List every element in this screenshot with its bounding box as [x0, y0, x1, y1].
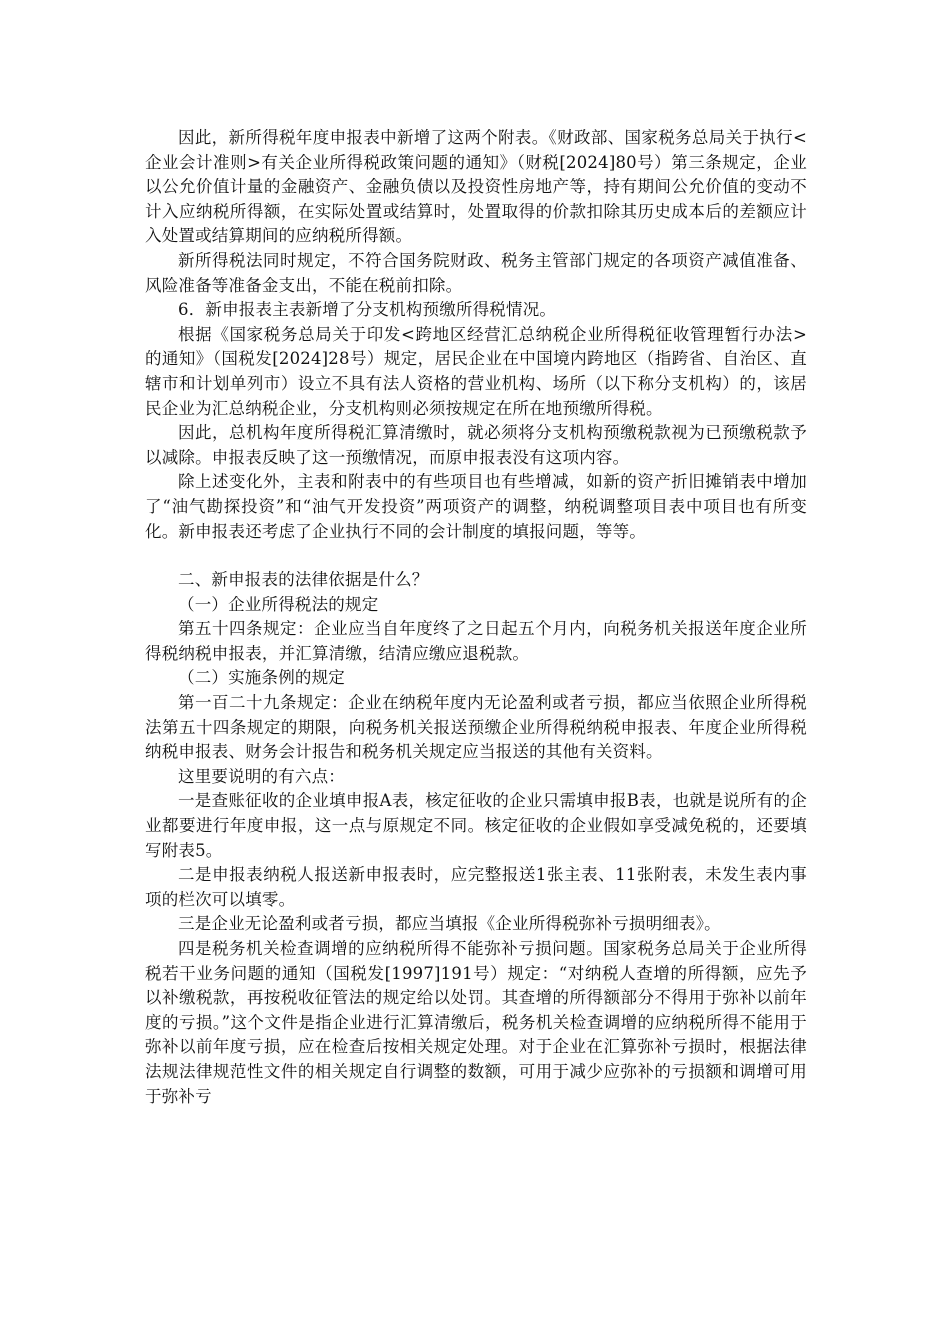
document-body	[145, 126, 807, 1109]
paragraph-item-6-heading: 6．新申报表主表新增了分支机构预缴所得税情况。	[178, 300, 557, 320]
paragraph-reserve-deduction: 新所得税法同时规定，不符合国务院财政、税务主管部门规定的各项资产减值准备、风险准备等准备金支出，不能在税前扣除。	[145, 250, 807, 295]
paragraph-point-1: 一是查账征收的企业填申报A表，核定征收的企业只需填申报B表，也就是说所有的企业都要进行年度申报，这一点与原规定不同。核定征收的企业假如享受减免税的，还要填写附表5。	[145, 791, 807, 860]
paragraph-article-54: 第五十四条规定：企业应当自年度终了之日起五个月内，向税务机关报送年度企业所得税纳税申报表，并汇算清缴，结清应缴应退税款。	[145, 619, 807, 663]
paragraph-other-changes: 除上述变化外，主表和附表中的有些项目也有些增减，如新的资产折旧摊销表中增加了“油气勘探投资”和“油气开发投资”两项资产的调整，纳税调整项目表中项目也有所变化。新申报表还考虑了企业执行不同的会计制度的填报问题，等等。	[145, 472, 807, 541]
subsection-heading-implementation-rules: （二）实施条例的规定	[178, 668, 345, 688]
paragraph-new-schedules: 因此，新所得税年度申报表中新增了这两个附表。《财政部、国家税务总局关于执行<企业会计准则>有关企业所得税政策问题的通知》（财税[2024]80号）第三条规定，企业以公允价值计量的金融资产、金融负债以及投资性房地产等，持有期间公允价值的变动不计入应纳税所得额，在实际处置或结算时，处置取得的价款扣除其历史成本后的差额应计入处置或结算期间的应纳税所得额。	[145, 128, 807, 246]
section-heading-legal-basis: 二、新申报表的法律依据是什么？	[178, 570, 429, 590]
paragraph-six-points-intro: 这里要说明的有六点：	[178, 766, 345, 786]
section-spacer	[145, 544, 807, 568]
subsection-heading-income-tax-law: （一）企业所得税法的规定	[178, 594, 379, 614]
paragraph-point-3: 三是企业无论盈利或者亏损，都应当填报《企业所得税弥补亏损明细表》。	[178, 914, 721, 934]
paragraph-branch-prepayment-basis: 根据《国家税务总局关于印发<跨地区经营汇总纳税企业所得税征收管理暂行办法>的通知》（国税发[2024]28号）规定，居民企业在中国境内跨地区（指跨省、自治区、直辖市和计划单列市）设立不具有法人资格的营业机构、场所（以下称分支机构）的，该居民企业为汇总纳税企业，分支机构则必须按规定在所在地预缴所得税。	[145, 324, 807, 418]
paragraph-point-4: 四是税务机关检查调增的应纳税所得不能弥补亏损问题。国家税务总局关于企业所得税若干业务问题的通知（国税发[1997]191号）规定：“对纳税人查增的所得额，应先予以补缴税款，再按税收征管法的规定给以处罚。其查增的所得额部分不得用于弥补以前年度的亏损。”这个文件是指企业进行汇算清缴后，税务机关检查调增的应纳税所得不能用于弥补以前年度亏损，应在检查后按相关规定处理。对于企业在汇算弥补亏损时，根据法律法规法律规范性文件的相关规定自行调整的数额，可用于减少应弥补的亏损额和调增可用于弥补亏	[145, 939, 807, 1106]
paragraph-point-2: 二是申报表纳税人报送新申报表时，应完整报送1张主表、11张附表，未发生表内事项的栏次可以填零。	[145, 865, 807, 909]
paragraph-branch-prepayment-effect: 因此，总机构年度所得税汇算清缴时，就必须将分支机构预缴税款视为已预缴税款予以减除。申报表反映了这一预缴情况，而原申报表没有这项内容。	[145, 423, 807, 467]
paragraph-article-129: 第一百二十九条规定：企业在纳税年度内无论盈利或者亏损，都应当依照企业所得税法第五十四条规定的期限，向税务机关报送预缴企业所得税纳税申报表、年度企业所得税纳税申报表、财务会计报告和税务机关规定应当报送的其他有关资料。	[145, 693, 807, 762]
